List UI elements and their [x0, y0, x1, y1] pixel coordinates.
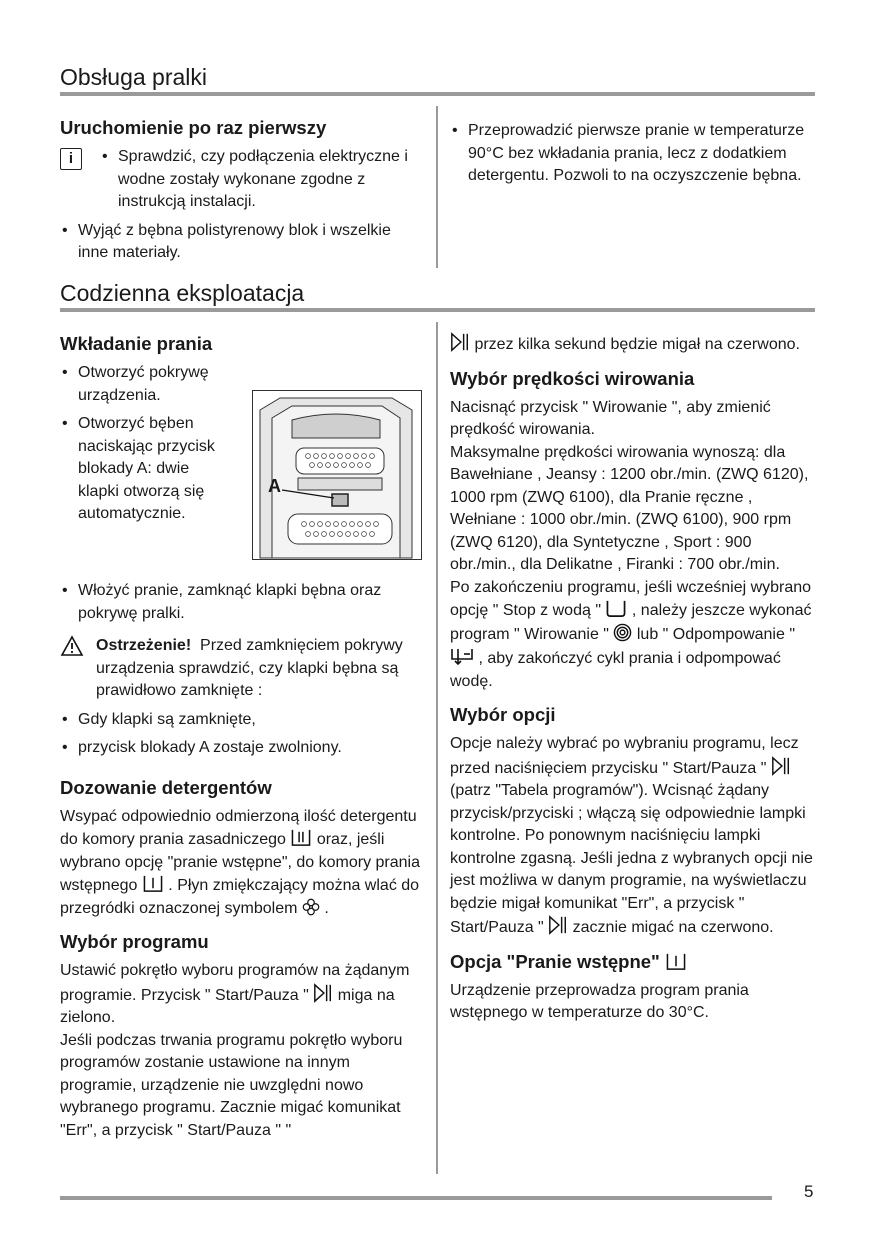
spin-text-2: Maksymalne prędkości wirowania wynoszą: dla Bawełniane , Jeansy : 1200 obr./min. (ZWQ 6120), 1000 rpm (ZWQ 6100), dla Pranie ręczne , Wełniane : 1000 obr./min. (ZWQ 6100), 900 rpm (ZWQ 6120), dla Syntetyczne , Sport : 900 obr./min., dla Delikatne , Firanki : 700 obr./min. [450, 443, 809, 573]
warning-box [60, 635, 425, 703]
spin-text-1: Nacisnąć przycisk " Wirowanie ", aby zmienić prędkość wirowania. [450, 398, 771, 438]
program-text-2: miga na zielono. [60, 986, 395, 1026]
program-text-b [60, 1030, 425, 1143]
warning-icon [60, 635, 84, 657]
program-text [60, 960, 425, 1030]
warning-text: Przed zamknięciem pokrywy urządzenia sprawdzić, czy klapki bębna są prawidłowo zamknięte : [96, 637, 403, 699]
warning-label: Ostrzeżenie! [96, 637, 192, 654]
first-use-heading: Uruchomienie po raz pierwszy [60, 117, 327, 138]
prewash-heading [450, 950, 815, 974]
section-title-daily-use: Codzienna eksploatacja [60, 280, 305, 306]
program-heading: Wybór programu [60, 931, 209, 952]
prewash-heading-text: Opcja "Pranie wstępne" [450, 950, 660, 972]
options-text-1: Opcje należy wybrać po wybraniu programu, lecz przed naciśnięciem przycisku " Start/Pauza " [450, 735, 799, 777]
spin-text-3d: , aby zakończyć cykl prania i odpompować wodę. [450, 650, 781, 690]
options-text [450, 733, 815, 940]
first-use-block [60, 116, 425, 271]
left-column [60, 332, 425, 1142]
start-pause-icon [548, 915, 568, 935]
softener-flower-icon [302, 898, 320, 916]
list-item: • Wyjąć z bębna polistyrenowy blok i wszelkie inne materiały. [60, 220, 425, 265]
list-item: • Sprawdzić, czy podłączenia elektryczne i wodne zostały wykonane zgodne z instrukcją instalacji. [100, 146, 425, 214]
column-divider [436, 322, 438, 1174]
list-item: • Włożyć pranie, zamknąć klapki bębna oraz pokrywę pralki. [60, 580, 425, 625]
figure-label-a: A [268, 476, 281, 496]
spin-icon [613, 623, 632, 642]
program-text-1: Ustawić pokrętło wyboru programów na żądanym programie. Przycisk " Start/Pauza " [60, 962, 410, 1004]
first-wash-list [450, 120, 815, 188]
main-wash-compartment-icon [290, 828, 312, 847]
loading-heading: Wkładanie prania [60, 333, 213, 354]
drum-illustration [252, 390, 422, 560]
options-heading: Wybór opcji [450, 704, 556, 725]
detergent-text-4: . [324, 899, 329, 917]
list-item: • Otworzyć bęben naciskając przycisk blokady A: dwie klapki otworzą się automatycznie. [60, 413, 225, 526]
drum-figure [252, 390, 422, 560]
prewash-text: Urządzenie przeprowadza program prania wstępnego w temperaturze do 30°C. [450, 981, 749, 1021]
section-rule [60, 92, 815, 96]
detergent-text [60, 806, 425, 921]
spin-text-3c: lub " Odpompowanie " [636, 625, 795, 643]
prewash-compartment-icon [142, 874, 164, 893]
program-text-3: Jeśli podczas trwania programu pokrętło wyboru programów zostanie ustawione na innym programie, urządzenie nie uwzględni nowo wybranego programu. Zacznie migać komunikat "Err", a przycisk " Start/Pauza " " [60, 1031, 403, 1139]
detergent-text-3: . Płyn zmiękczający można wlać do przegródki oznaczonej symbolem [60, 877, 420, 917]
section-rule [60, 308, 815, 312]
section-title-operation: Obsługa pralki [60, 64, 208, 90]
drain-icon [450, 646, 474, 666]
warning-list [60, 709, 425, 760]
program-continued-text [450, 332, 815, 357]
detergent-text-2: oraz, jeśli wybrano opcję "pranie wstępne", do komory prania wstępnego [60, 831, 420, 894]
spin-text-3a: Po zakończeniu programu, jeśli wcześniej wybrano opcję " Stop z wodą " [450, 578, 812, 619]
right-column [450, 332, 815, 1025]
detergent-heading: Dozowanie detergentów [60, 776, 272, 798]
list-item: • Otworzyć pokrywę urządzenia. [60, 362, 225, 407]
list-item: • przycisk blokady A zostaje zwolniony. [60, 737, 425, 760]
spin-heading: Wybór prędkości wirowania [450, 367, 695, 389]
loading-list [60, 362, 225, 526]
list-item: • Przeprowadzić pierwsze pranie w temperaturze 90°C bez wkładania prania, lecz z dodatkiem detergentu. Pozwoli to na oczyszczenie bębna. [450, 120, 815, 188]
page-number: 5 [804, 1182, 814, 1201]
prewash-icon [665, 952, 687, 971]
loading-list-2 [60, 580, 425, 625]
stop-with-water-icon [605, 599, 627, 618]
spin-text-3 [450, 577, 815, 694]
first-use-list [100, 146, 425, 214]
options-text-3: zacznie migać na czerwono. [572, 919, 774, 936]
info-icon: i [60, 148, 82, 170]
first-use-list-2 [60, 220, 425, 265]
footer-rule [60, 1196, 772, 1200]
column-divider [436, 106, 438, 268]
start-pause-icon [313, 983, 333, 1003]
options-text-2: (patrz "Tabela programów"). Wcisnąć żądany przycisk/przyciski ; włączą się odpowiednie lampki kontrolne. Po ponownym naciśnięciu lampki kontrolne zgasną. Jeśli jedna z wybranych opcji nie jest możliwa w danym programie, na wyświetlaczu będzie migał komunikat "Err", a przycisk " Start/Pauza " [450, 782, 813, 936]
first-wash-block [450, 120, 815, 194]
start-pause-icon [450, 332, 470, 352]
detergent-text-1: Wsypać odpowiednio odmierzoną ilość detergentu do komory prania zasadniczego [60, 807, 417, 848]
spin-text-3b: , należy jeszcze wykonać program " Wirowanie " [450, 602, 812, 643]
start-pause-icon [771, 756, 791, 776]
program-text-4: przez kilka sekund będzie migał na czerwono. [474, 336, 800, 353]
list-item: • Gdy klapki są zamknięte, [60, 709, 425, 732]
